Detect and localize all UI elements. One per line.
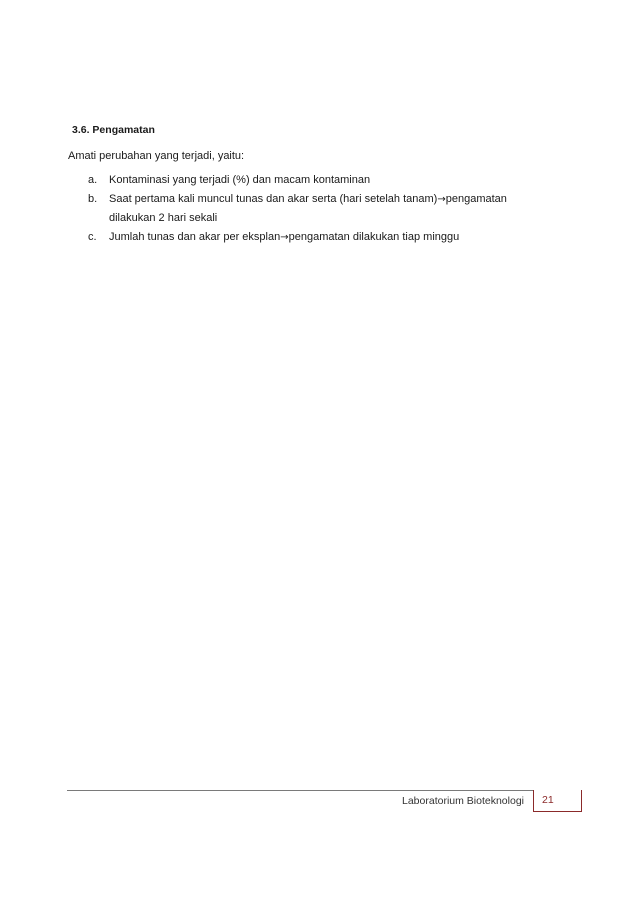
- list-item-text: Saat pertama kali muncul tunas dan akar serta (hari setelah tanam): [109, 193, 438, 205]
- list-item-text-after-arrow: pengamatan dilakukan tiap minggu: [288, 231, 460, 243]
- footer-label: Laboratorium Bioteknologi: [402, 795, 524, 807]
- list-marker: a.: [88, 174, 98, 186]
- list-item: [88, 228, 507, 247]
- list-item-text: Kontaminasi yang terjadi (%) dan macam kontaminan: [109, 174, 371, 186]
- observation-list: [88, 171, 507, 247]
- footer-divider: [67, 790, 582, 791]
- list-item-text: Jumlah tunas dan akar per eksplan: [109, 231, 281, 243]
- list-marker: c.: [88, 231, 97, 243]
- right-arrow-icon: →: [437, 194, 446, 205]
- list-marker: b.: [88, 193, 98, 205]
- page-number-box: [533, 790, 582, 812]
- page-number: 21: [542, 794, 554, 806]
- list-item-text-after-arrow: pengamatan: [445, 193, 507, 205]
- right-arrow-icon: →: [280, 232, 289, 243]
- list-item-continuation: dilakukan 2 hari sekali: [109, 212, 218, 224]
- section-heading: 3.6. Pengamatan: [72, 124, 155, 136]
- intro-text: Amati perubahan yang terjadi, yaitu:: [68, 150, 245, 162]
- list-item: [88, 190, 507, 228]
- list-item: [88, 171, 507, 190]
